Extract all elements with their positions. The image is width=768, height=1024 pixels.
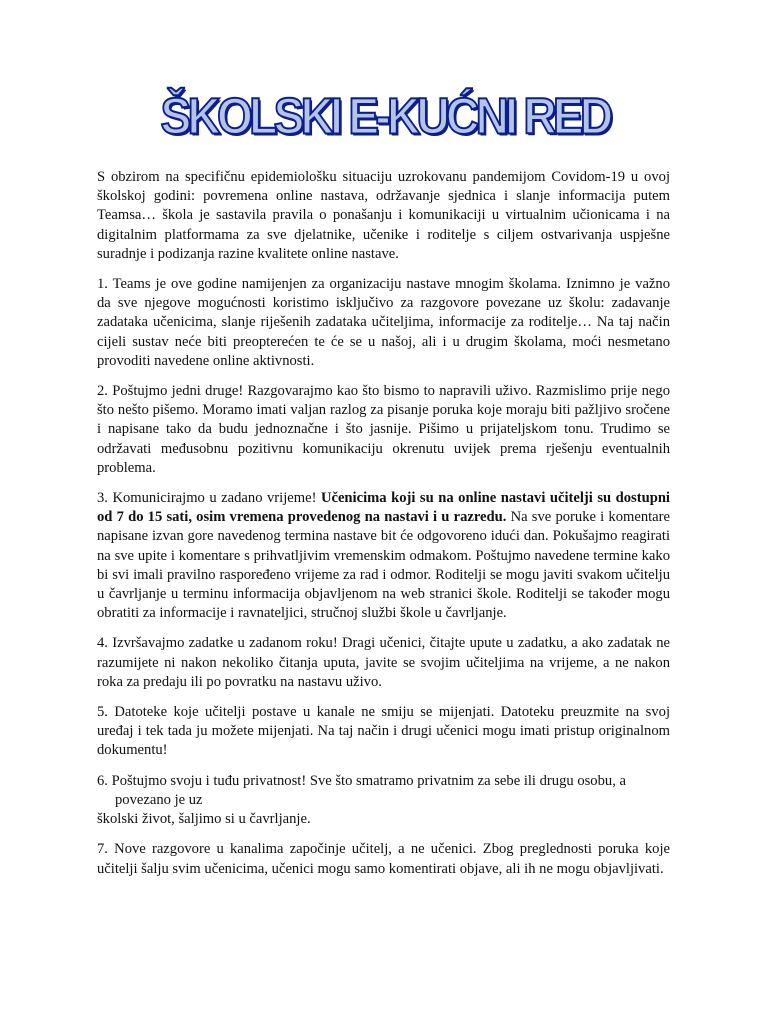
rule-2-paragraph: 2. Poštujmo jedni druge! Razgovarajmo kao što bismo to napravili uživo. Razmislimo prije nego što nešto pišemo. Moramo imati valjan razlog za pisanje poruka koje moraju biti pažljivo sročene i napisane tako da budu jednoznačne i što jasnije. Pišimo u prijateljskom tonu. Trudimo se održavati međusobnu pozitivnu komunikaciju okrenutu uvijek prema rješenju eventualnih problema.: [97, 383, 670, 476]
rule-1-paragraph: 1. Teams je ove godine namijenjen za organizaciju nastave mnogim školama. Iznimno je važno da sve njegove mogućnosti koristimo isključivo za razgovore povezane uz školu: zadavanje zadataka učenicima, slanje riješenih zadataka učiteljima, informacije za roditelje… Na taj način cijeli sustav neće biti preopterećen te će se u našoj, ali i u drugim školama, moći nesmetano provoditi navedene online aktivnosti.: [97, 276, 670, 369]
rule-3-lead: 3. Komunicirajmo u zadano vrijeme!: [97, 490, 321, 507]
rule-4-paragraph: 4. Izvršavajmo zadatke u zadanom roku! Dragi učenici, čitajte upute u zadatku, a ako zadatak ne razumijete ni nakon nekoliko čitanja uputa, javite se svojim učiteljima na vrijeme, a ne nakon roka za predaju ili po povratku na nastavu uživo.: [97, 635, 670, 690]
rule-6-line-3: školski život, šaljimo si u čavrljanje.: [97, 811, 311, 828]
document-page: [97, 88, 670, 890]
rule-6-line-1: 6. Poštujmo svoju i tuđu privatnost! Sve što smatramo privatnim za sebe ili drugu osobu, a: [97, 772, 626, 789]
document-title: ŠKOLSKI E-KUĆNI RED: [160, 87, 609, 145]
rule-5-paragraph: 5. Datoteke koje učitelji postave u kanale ne smiju se mijenjati. Datoteku preuzmite na svoj uređaj i tek tada ju možete mijenjati. Na taj način i drugi učenici mogu imati pristup originalnom dokumentu!: [97, 704, 670, 759]
rule-3-bold-text: Učenicima koji su na online nastavi učitelji su dostupni od 7 do 15 sati, osim vremena provedenog na nastavi i u razredu.: [97, 490, 670, 526]
intro-paragraph: S obzirom na specifičnu epidemiološku situaciju uzrokovanu pandemijom Covidom-19 u ovoj školskoj godini: povremena online nastava, održavanje sjednica i slanje informacija putem Teamsa… škola je sastavila pravila o ponašanju i komunikaciji u virtualnim učionicama i na digitalnim platformama za sve djelatnike, učenike i roditelje s ciljem ostvarivanja uspješne suradnje i podizanja razine kvalitete online nastave.: [97, 169, 670, 262]
rule-3-rest: Na sve poruke i komentare napisane izvan gore navedenog termina nastave bit će odgovoreno idući dan. Pokušajmo reagirati na sve upite i komentare s prihvatljivim vremenskim odmakom. Poštujmo navedene termine kako bi svi imali pravilno raspoređeno vrijeme za rad i odmor. Roditelji se mogu javiti svakom učitelju u čavrljanje u terminu informacija objavljenom na web stranici škole. Roditelji se također mogu obratiti za informacije i ravnateljici, stručnoj službi škole u čavrljanje.: [97, 509, 670, 622]
rule-3-paragraph: [97, 489, 670, 623]
title-container: [97, 88, 670, 144]
rule-7-paragraph: 7. Nove razgovore u kanalima započinje učitelj, a ne učenici. Zbog preglednosti poruka koje učitelji šalju svim učenicima, učenici mogu samo komentirati objave, ali ih ne mogu objavljivati.: [97, 841, 670, 877]
rule-6-line-2: povezano je uz: [115, 791, 203, 808]
